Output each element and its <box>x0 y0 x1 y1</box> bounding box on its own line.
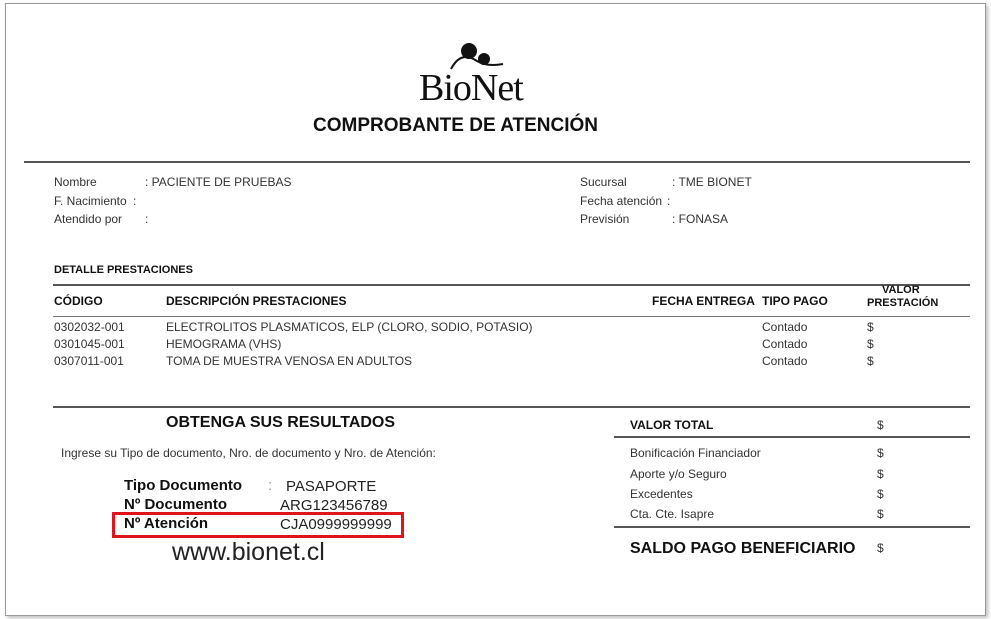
atendido-value: : <box>145 212 149 226</box>
row-descripcion: HEMOGRAMA (VHS) <box>166 337 282 351</box>
brand-name: BioNet <box>419 67 523 109</box>
resultados-instructions: Ingrese su Tipo de documento, Nro. de documento y Nro. de Atención: <box>61 446 436 460</box>
row-codigo: 0301045-001 <box>54 337 125 351</box>
row-valor: $ <box>867 337 874 351</box>
detalle-bottom-divider <box>53 406 970 408</box>
excedentes-value: $ <box>877 487 884 501</box>
prevision-label: Previsión <box>580 212 630 226</box>
excedentes-label: Excedentes <box>630 487 693 501</box>
col-fecha-entrega-header: FECHA ENTREGA <box>652 294 755 308</box>
valor-total-value: $ <box>877 418 884 432</box>
col-codigo-header: CÓDIGO <box>54 294 103 308</box>
row-tipo-pago: Contado <box>762 320 808 334</box>
document-title: COMPROBANTE DE ATENCIÓN <box>313 115 598 136</box>
atendido-label: Atendido por <box>54 212 123 226</box>
row-descripcion: TOMA DE MUESTRA VENOSA EN ADULTOS <box>166 354 413 368</box>
nacimiento-label: F. Nacimiento <box>54 194 127 208</box>
nombre-label: Nombre <box>54 175 97 189</box>
tipo-documento-value: PASAPORTE <box>286 478 377 495</box>
numero-atencion-label: Nº Atención <box>124 515 209 532</box>
numero-documento-value: ARG123456789 <box>280 497 388 514</box>
detalle-top-divider <box>53 284 970 286</box>
sucursal-label: Sucursal <box>580 175 627 189</box>
tipo-documento-label: Tipo Documento <box>124 477 243 494</box>
saldo-value: $ <box>877 541 884 555</box>
row-valor: $ <box>867 354 874 368</box>
col-valor-header-1: VALOR <box>882 284 920 296</box>
prevision-value: : FONASA <box>672 212 729 226</box>
nacimiento-value: : <box>133 194 137 208</box>
row-codigo: 0307011-001 <box>54 354 124 368</box>
detalle-header-divider <box>53 316 970 317</box>
col-valor-header-2: PRESTACIÓN <box>867 297 939 309</box>
row-descripcion: ELECTROLITOS PLASMATICOS, ELP (CLORO, SODIO, POTASIO) <box>166 320 533 334</box>
aporte-value: $ <box>877 467 884 481</box>
row-tipo-pago: Contado <box>762 354 808 368</box>
row-codigo: 0302032-001 <box>54 320 125 334</box>
numero-documento-label: Nº Documento <box>124 496 227 513</box>
col-descripcion-header: DESCRIPCIÓN PRESTACIONES <box>166 294 347 308</box>
fecha-atencion-value: : <box>667 194 671 208</box>
numero-atencion-value: CJA0999999999 <box>280 516 392 533</box>
row-tipo-pago: Contado <box>762 337 808 351</box>
tipo-documento-separator: : <box>268 477 273 494</box>
col-tipo-pago-header: TIPO PAGO <box>762 294 828 308</box>
aporte-label: Aporte y/o Seguro <box>630 467 727 481</box>
bonificacion-label: Bonificación Financiador <box>630 446 761 460</box>
valor-total-divider <box>614 436 970 438</box>
bonificacion-value: $ <box>877 446 884 460</box>
saldo-divider <box>614 526 970 528</box>
fecha-atencion-label: Fecha atención <box>580 194 663 208</box>
header-divider <box>24 161 970 163</box>
valor-total-label: VALOR TOTAL <box>630 418 714 432</box>
resultados-title: OBTENGA SUS RESULTADOS <box>166 414 396 431</box>
website-link[interactable]: www.bionet.cl <box>172 538 325 566</box>
cta-cte-label: Cta. Cte. Isapre <box>630 507 715 521</box>
saldo-label: SALDO PAGO BENEFICIARIO <box>630 540 856 557</box>
detalle-section-title: DETALLE PRESTACIONES <box>54 264 193 276</box>
nombre-value: : PACIENTE DE PRUEBAS <box>145 175 292 189</box>
row-valor: $ <box>867 320 874 334</box>
sucursal-value: : TME BIONET <box>672 175 752 189</box>
cta-cte-value: $ <box>877 507 884 521</box>
